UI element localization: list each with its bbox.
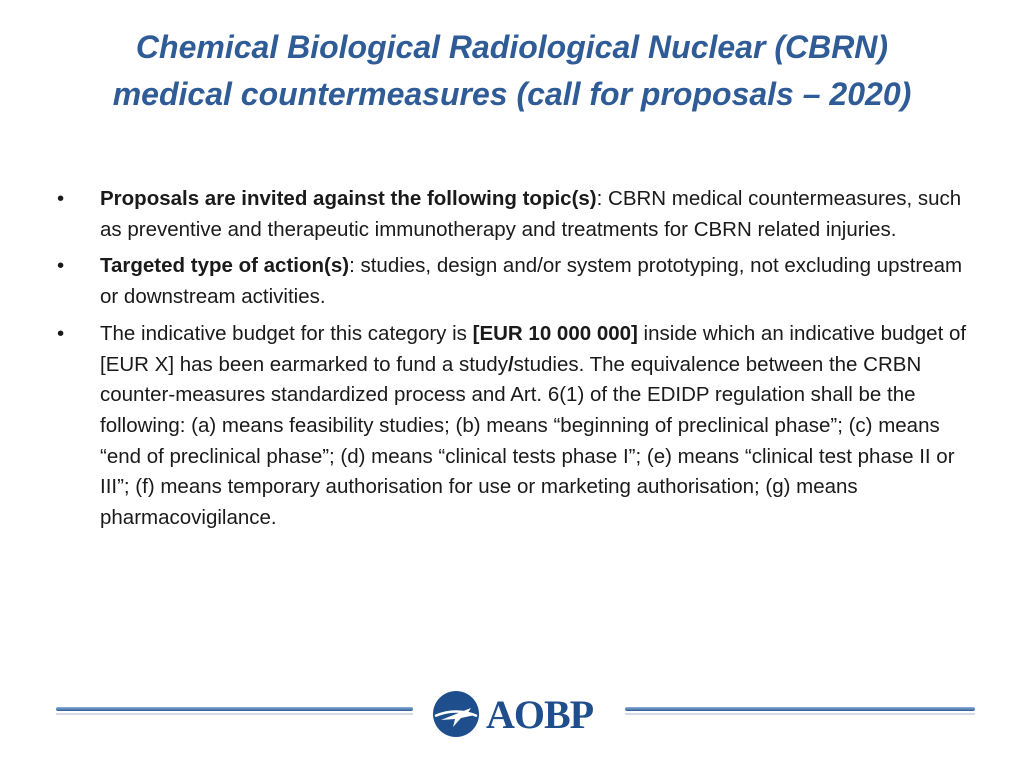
slide-footer <box>0 688 1024 744</box>
bullet-marker: • <box>57 321 65 345</box>
bullet-text: : studies, design and/or system prototyping, not excluding upstream or downstream activities. <box>100 254 963 309</box>
slide-title <box>40 24 984 118</box>
bullet-item-topics <box>55 184 970 245</box>
bullet-slash: / <box>507 352 514 376</box>
aobp-logo-text: AOBP <box>486 691 594 737</box>
bullet-marker: • <box>57 254 65 278</box>
bullet-text: studies. The equivalence between the CRBN counter-measures standardized process and Art. 6(1) of the EDIDP regulation shall be the following: (a) means feasibility studies; (b) means “beginning of preclinical phase”; (c) means “end of preclinical phase”; (d) means “clinical tests phase I”; (e) means “clinical test phase II or III”; (f) means temporary authorisation for use or marketing authorisation; (g) means pharmacovigilance. <box>100 352 955 530</box>
bullet-text: inside which an indicative budget of [EUR X] has been earmarked to fund a study <box>100 321 967 376</box>
bullet-item-action-type <box>55 251 970 312</box>
aobp-globe-plane-icon <box>431 689 481 739</box>
bullet-text: The indicative budget for this category is <box>100 321 473 345</box>
footer-rule-left-shadow <box>56 713 413 715</box>
bullet-bold-label: Proposals are invited against the following topic(s) <box>100 187 597 210</box>
aobp-logo <box>431 690 593 738</box>
bullet-marker: • <box>57 187 65 210</box>
footer-rule-right-shadow <box>625 713 975 715</box>
slide-title-line-2: medical countermeasures (call for proposals – 2020) <box>112 76 912 112</box>
bullet-bold-label: Targeted type of action(s) <box>100 254 350 278</box>
budget-amount: [EUR 10 000 000] <box>472 321 638 345</box>
footer-rule-right <box>625 707 975 711</box>
bullet-item-budget <box>55 319 970 534</box>
slide-title-line-1: Chemical Biological Radiological Nuclear (CBRN) <box>135 29 889 65</box>
footer-rule-left <box>56 707 413 711</box>
bullet-text: : CBRN medical countermeasures, such as preventive and therapeutic immunotherapy and treatments for CBRN related injuries. <box>100 187 962 241</box>
bullet-list <box>55 184 970 540</box>
